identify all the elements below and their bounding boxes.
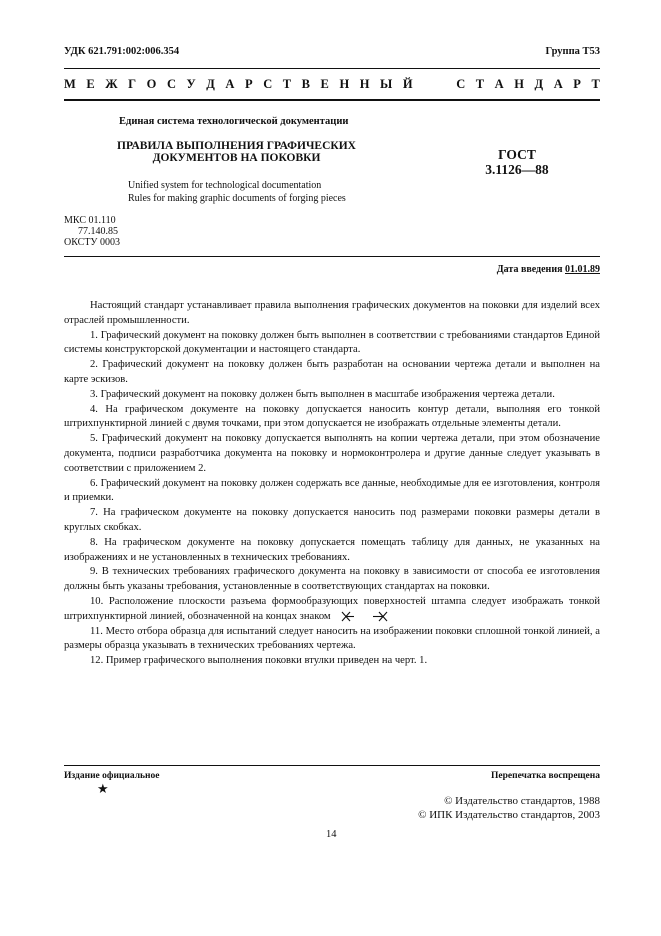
- paragraph-9: 9. В технических требованиях графического документа на поковку в зависимости от способа ее изготовления должны быть указаны требования, установленные в соответствующих стандартах на поковки.: [64, 566, 600, 593]
- banner-letter: Д: [206, 77, 215, 91]
- banner-letter: С: [166, 77, 176, 91]
- banner-letter: А: [225, 77, 235, 91]
- banner-letter: Н: [359, 77, 370, 91]
- banner-letter: Н: [514, 77, 524, 91]
- mks-code: МКС 01.110: [64, 215, 116, 226]
- star-icon: ★: [97, 781, 109, 796]
- paragraph-4: 4. На графическом документе на поковку допускается наносить контур детали, выполняя его тонкой штрихпунктирной линией с двумя точками, при этом допускается не изображать отдельные элементы детали.: [64, 403, 600, 430]
- banner-letter: Г: [128, 77, 137, 91]
- gost-designation: [477, 147, 557, 177]
- copyright-2003: © ИПК Издательство стандартов, 2003: [418, 809, 600, 821]
- top-rule: [64, 68, 600, 69]
- banner-letter: Р: [245, 77, 253, 91]
- banner-letter: Т: [475, 77, 485, 91]
- banner-letter: Р: [573, 77, 581, 91]
- effective-date-label: Дата введения: [496, 264, 563, 275]
- banner-rule: [64, 99, 600, 101]
- official-edition: Издание официальное: [64, 771, 160, 781]
- paragraph-intro: Настоящий стандарт устанавливает правила выполнения графических документов на поковки для изделий всех отраслей промышленности.: [64, 300, 600, 326]
- banner-letter: [440, 77, 446, 92]
- banner-letter: [423, 77, 429, 92]
- paragraph-11: 11. Место отбора образца для испытаний следует наносить на изображении поковки сплошной тонкой линией, а размеры образца указывать в технических требованиях чертежа.: [64, 625, 600, 652]
- banner-letter: О: [146, 77, 157, 91]
- document-body: [64, 299, 600, 669]
- banner-letter: Н: [339, 77, 350, 91]
- group-code: Группа Т53: [545, 46, 600, 57]
- interstate-standard-banner: [64, 77, 600, 92]
- paragraph-3: 3. Графический документ на поковку должен быть выполнен в масштабе изображения чертежа детали.: [90, 388, 555, 400]
- paragraph-8: 8. На графическом документе на поковку допускается помещать таблицу для данных, не указанных на изображениях и не установленных в технических требованиях.: [64, 536, 600, 563]
- header-bottom-rule: [64, 256, 600, 257]
- paragraph-5: 5. Графический документ на поковку допускается выполнять на копии чертежа детали, при этом обозначение документа, подписи разработчика документа на поковку и нормоконтролера и другие данные следует указывать в соответствии с приложением 2.: [64, 433, 600, 474]
- banner-letter: А: [553, 77, 563, 91]
- paragraph-1: 1. Графический документ на поковку должен быть выполнен в соответствии с требованиями стандартов Единой системы конструкторской документации и настоящего стандарта.: [64, 329, 600, 356]
- mks-code-2: 77.140.85: [78, 226, 118, 237]
- classification-codes: [64, 215, 120, 248]
- banner-letter: Е: [320, 77, 329, 91]
- gost-label: ГОСТ: [498, 147, 536, 162]
- banner-letter: Ы: [380, 77, 393, 91]
- system-name: Единая система технологической документации: [119, 116, 349, 127]
- banner-letter: С: [456, 77, 466, 91]
- page-number: 14: [326, 829, 337, 840]
- gost-number: 3.1126—88: [485, 162, 549, 177]
- banner-letter: Е: [86, 77, 95, 91]
- banner-letter: Й: [402, 77, 413, 91]
- paragraph-2: 2. Графический документ на поковку должен быть разработан на основании чертежа детали и выполнен на карте эскизов.: [64, 359, 600, 385]
- paragraph-12: 12. Пример графического выполнения поковки втулки приведен на черт. 1.: [90, 655, 428, 667]
- english-title-line-2: Rules for making graphic documents of forging pieces: [128, 193, 346, 204]
- banner-letter: С: [263, 77, 273, 91]
- effective-date-value: 01.01.89: [565, 264, 600, 275]
- reprint-prohibited: Перепечатка воспрещена: [490, 771, 600, 781]
- paragraph-10-text: 10. Расположение плоскости разъема формообразующих поверхностей штампа следует изображать тонкой штрихпунктирной линией, обозначенной на концах знаком: [64, 595, 600, 622]
- banner-letter: М: [64, 77, 76, 91]
- copyright-1988: © Издательство стандартов, 1988: [444, 795, 600, 807]
- banner-letter: Т: [282, 77, 292, 91]
- english-title: [128, 179, 428, 205]
- paragraph-6: 6. Графический документ на поковку должен содержать все данные, необходимые для ее изготовления, контроля и приемки.: [64, 477, 600, 504]
- banner-letter: Ж: [105, 77, 118, 91]
- udk-code: УДК 621.791:002:006.354: [64, 46, 180, 57]
- effective-date: [497, 264, 600, 275]
- banner-letter: У: [186, 77, 196, 91]
- english-title-line-1: Unified system for technological documentation: [128, 180, 322, 191]
- banner-letter: В: [301, 77, 310, 91]
- document-title: ПРАВИЛА ВЫПОЛНЕНИЯ ГРАФИЧЕСКИХ ДОКУМЕНТОВ НА ПОКОВКИ: [117, 140, 356, 164]
- paragraph-7: 7. На графическом документе на поковку допускается наносить под размерами поковки размеры детали в круглых скобках.: [64, 507, 600, 533]
- paragraph-10: [64, 595, 600, 625]
- banner-letter: А: [494, 77, 504, 91]
- footer-rule: [64, 765, 600, 766]
- okstu-code: ОКСТУ 0003: [64, 237, 121, 248]
- parting-line-symbol-icon: [339, 610, 391, 623]
- banner-letter: Т: [591, 77, 600, 91]
- banner-letter: Д: [534, 77, 544, 91]
